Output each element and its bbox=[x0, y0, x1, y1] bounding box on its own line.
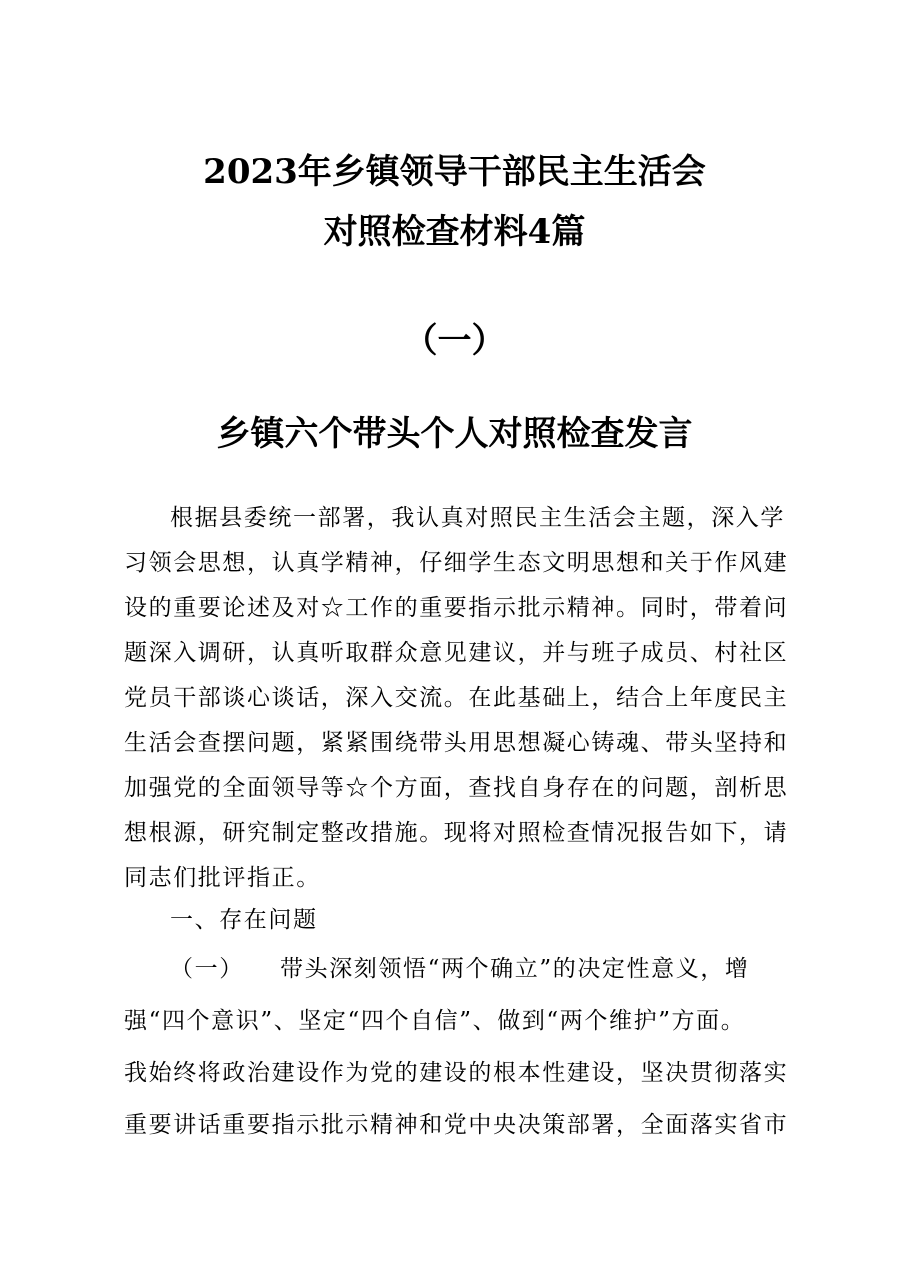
paragraph-line: 我始终将政治建设作为党的建设的根本性建设，坚决贯彻落实 bbox=[124, 1060, 789, 1086]
paragraph-line: 强“四个意识”、坚定“四个自信”、做到“两个维护”方面。 bbox=[124, 1008, 746, 1034]
heading-text: 一、存在问题 bbox=[170, 907, 318, 933]
paragraph-line: 同志们批评指正。 bbox=[124, 865, 321, 891]
paragraph-line: 想根源，研究制定整改措施。现将对照检查情况报告如下，请 bbox=[124, 820, 789, 846]
section-marker: （一） bbox=[403, 321, 506, 361]
paragraph-line: 党员干部谈心谈话，深入交流。在此基础上，结合上年度民主 bbox=[124, 685, 789, 711]
paragraph-line: 设的重要论述及对☆工作的重要指示批示精神。同时，带着问 bbox=[124, 595, 789, 621]
paragraph-line: 根据县委统一部署，我认真对照民主生活会主题，深入学 bbox=[170, 505, 785, 531]
paragraph-line-first bbox=[124, 943, 814, 995]
document-title-line-1: 2023年乡镇领导干部民主生活会 bbox=[203, 152, 706, 192]
paragraph-problem-1 bbox=[124, 943, 814, 1151]
paragraph-line: 加强党的全面领导等☆个方面，查找自身存在的问题，剖析思 bbox=[124, 775, 789, 801]
section-title: 乡镇六个带头个人对照检查发言 bbox=[216, 414, 693, 454]
paragraph-line: 习领会思想，认真学精神，仔细学生态文明思想和关于作风建 bbox=[124, 550, 789, 576]
sub-marker: （一） bbox=[170, 956, 244, 982]
heading-problems bbox=[124, 898, 814, 943]
paragraph-line: 重要讲话重要指示批示精神和党中央决策部署，全面落实省市 bbox=[124, 1112, 789, 1138]
paragraph-intro bbox=[124, 496, 814, 901]
document-title-line-2: 对照检查材料4篇 bbox=[323, 212, 586, 252]
paragraph-line: 带头深刻领悟“两个确立”的决定性意义，增 bbox=[280, 956, 750, 982]
paragraph-line: 题深入调研，认真听取群众意见建议，并与班子成员、村社区 bbox=[124, 640, 789, 666]
paragraph-line: 生活会查摆问题，紧紧围绕带头用思想凝心铸魂、带头坚持和 bbox=[124, 730, 789, 756]
